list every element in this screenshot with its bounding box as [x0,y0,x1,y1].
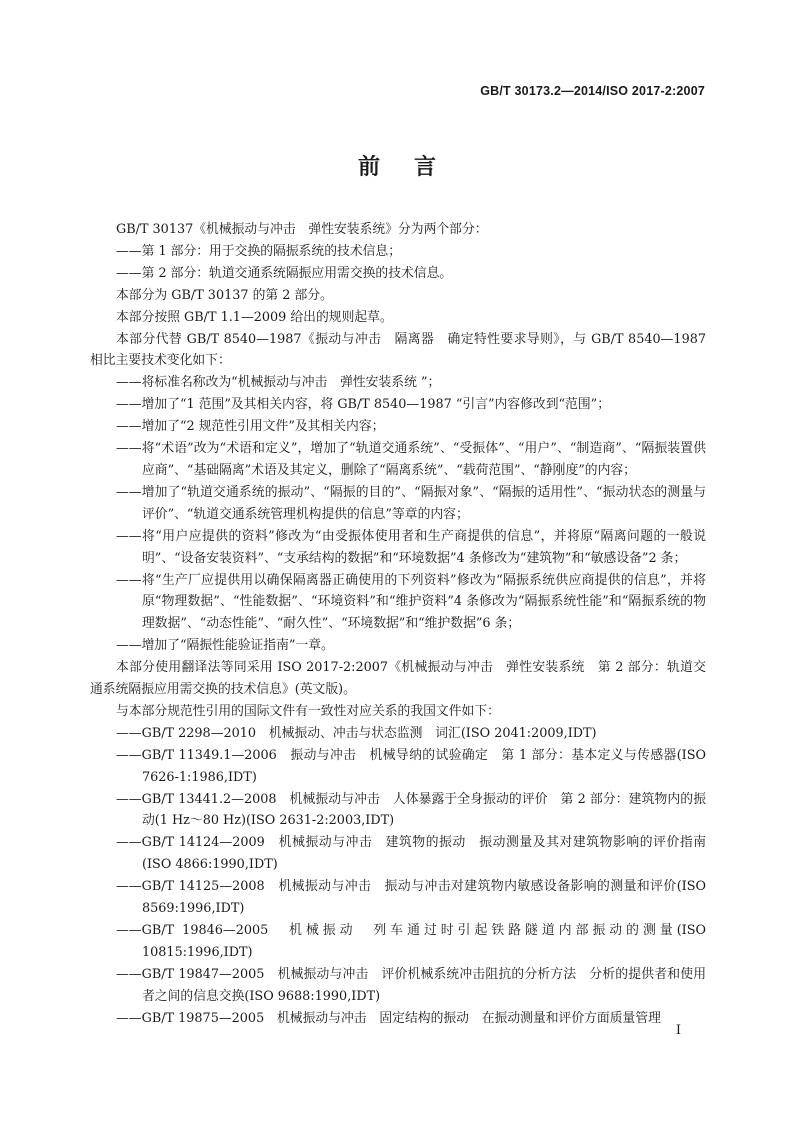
paragraph: 本部分代替 GB/T 8540—1987《振动与冲击 隔离器 确定特性要求导则》，与 GB/T 8540—1987 相比主要技术变化如下： [90,331,706,369]
list-item: ——增加了“2 规范性引用文件”及其相关内容； [116,419,385,435]
paragraph: 本部分按照 GB/T 1.1—2009 给出的规则起草。 [116,309,393,325]
paragraph: GB/T 30137《机械振动与冲击 弹性安装系统》分为两个部分： [116,222,488,237]
list-item: ——将“术语”改为“术语和定义”，增加了“轨道交通系统”、“受振体”、“用户”、“制造商”、“隔振装置供应商”、“基础隔离”术语及其定义，删除了“隔离系统”、“载荷范围”、“静刚度”的内容； [116,441,706,478]
list-item: ——增加了“1 范围”及其相关内容，将 GB/T 8540—1987 “引言”内容修改到“范围”； [116,397,610,413]
reference-item: ——GB/T 13441.2—2008 机械振动与冲击 人体暴露于全身振动的评价 第 2 部分：建筑物内的振动(1 Hz～80 Hz)(ISO 2631-2:2003,IDT) [116,791,706,829]
reference-item: ——GB/T 2298—2010 机械振动、冲击与状态监测 词汇(ISO 2041:2009,IDT) [116,725,597,741]
reference-item: ——GB/T 14124—2009 机械振动与冲击 建筑物的振动 振动测量及其对建筑物影响的评价指南(ISO 4866:1990,IDT) [116,835,706,873]
list-item: ——将“用户应提供的资料”修改为“由受振体使用者和生产商提供的信息”，并将原“隔离问题的一般说明”、“设备安装资料”、“支承结构的数据”和“环境数据”4 条修改为“建筑物”和“敏感设备”2 条； [116,528,706,566]
reference-item: ——GB/T 19875—2005 机械振动与冲击 固定结构的振动 在振动测量和评价方面质量管理 [116,1010,661,1026]
list-item: ——增加了“轨道交通系统的振动”、“隔振的目的”、“隔振对象”、“隔振的适用性”、“振动状态的测量与评价”、“轨道交通系统管理机构提供的信息”等章的内容； [116,484,706,522]
standard-number-header: GB/T 30173.2—2014/ISO 2017-2:2007 [480,84,705,98]
reference-item: ——GB/T 19847—2005 机械振动与冲击 评价机械系统冲击阻抗的分析方法 分析的提供者和使用者之间的信息交换(ISO 9688:1990,IDT) [116,966,706,1004]
page-number: I [675,1023,681,1038]
list-item: ——将“生产厂应提供用以确保隔离器正确使用的下列资料”修改为“隔振系统供应商提供的信息”，并将原“物理数据”、“性能数据”、“环境资料”和“维护资料”4 条修改为“隔振系统性能”和“隔振系统的物理数据”、“动态性能”、“耐久性”、“环境数据”和“维护数据”6 条； [116,572,706,632]
reference-item: ——GB/T 11349.1—2006 振动与冲击 机械导纳的试验确定 第 1 部分：基本定义与传感器(ISO 7626-1:1986,IDT) [116,747,706,785]
paragraph: 与本部分规范性引用的国际文件有一致性对应关系的我国文件如下： [116,703,500,719]
reference-item: ——GB/T 19846—2005 机械振动 列车通过时引起铁路隧道内部振动的测量(ISO 10815:1996,IDT) [116,923,706,960]
reference-item: ——GB/T 14125—2008 机械振动与冲击 振动与冲击对建筑物内敏感设备影响的测量和评价(ISO 8569:1996,IDT) [116,879,706,917]
paragraph: 本部分为 GB/T 30137 的第 2 部分。 [116,287,333,303]
preface-body [90,219,706,1030]
list-item: ——增加了“隔振性能验证指南”一章。 [116,638,334,654]
list-item: ——将标准名称改为“机械振动与冲击 弹性安装系统 ”； [116,375,441,391]
paragraph: 本部分使用翻译法等同采用 ISO 2017-2:2007《机械振动与冲击 弹性安装系统 第 2 部分：轨道交通系统隔振应用需交换的技术信息》(英文版)。 [90,660,706,698]
list-item: ——第 1 部分：用于交换的隔振系统的技术信息； [116,243,402,259]
page-title: 前言 [357,155,470,180]
list-item: ——第 2 部分：轨道交通系统隔振应用需交换的技术信息。 [116,265,453,281]
